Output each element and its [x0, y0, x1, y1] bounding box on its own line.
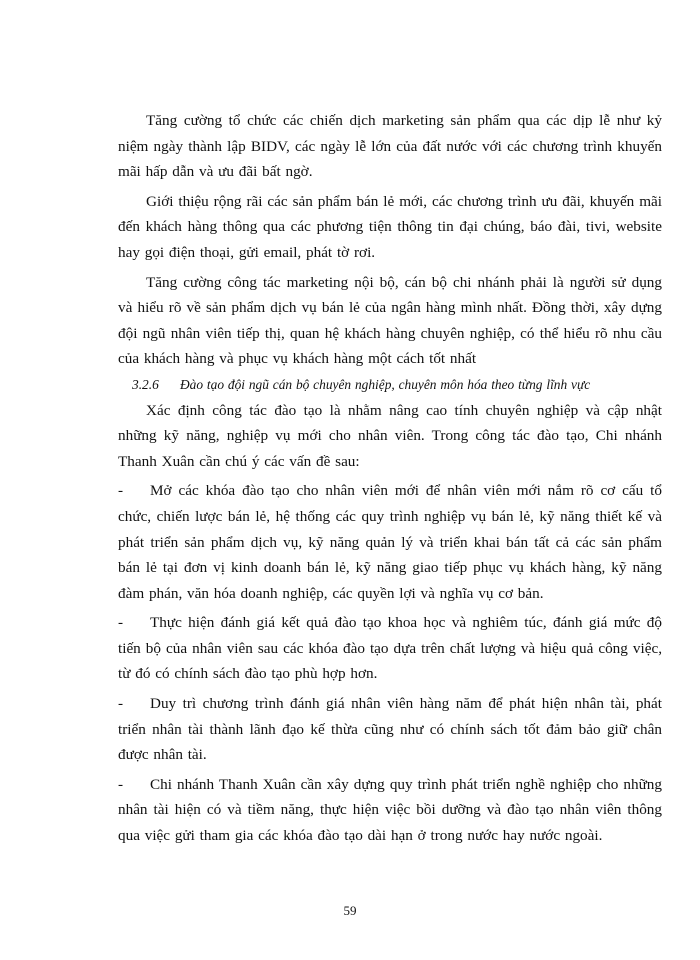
bullet-marker: -: [118, 695, 124, 713]
bullet-item: [118, 478, 662, 606]
paragraph-training-intro: Xác định công tác đào tạo là nhằm nâng cao tính chuyên nghiệp và cập nhật những kỹ năng, nghiệp vụ mới cho nhân viên. Trong công tác đào tạo, Chi nhánh Thanh Xuân cần chú ý các vấn đề sau:: [118, 401, 662, 470]
section-heading: [118, 372, 662, 398]
bullet-text: Chi nhánh Thanh Xuân cần xây dựng quy trình phát triển nghề nghiệp cho những nhân tài hiện có và tiềm năng, thực hiện việc bồi dưỡng và đào tạo nhân viên thông qua việc gửi tham gia các khóa đào tạo dài hạn ở trong nước hay nước ngoài.: [118, 775, 662, 845]
bullet-marker: -: [118, 482, 124, 500]
bullet-item: [118, 610, 662, 687]
bullet-text: Thực hiện đánh giá kết quả đào tạo khoa học và nghiêm túc, đánh giá mức độ tiến bộ của nhân viên sau các khóa đào tạo dựa trên chất lượng và hiệu quả công việc, từ đó có chính sách đào tạo phù hợp hơn.: [118, 614, 662, 683]
bullet-marker: -: [118, 775, 124, 793]
document-body: [118, 108, 662, 849]
section-title: Đào tạo đội ngũ cán bộ chuyên nghiệp, chuyên môn hóa theo từng lĩnh vực: [180, 376, 591, 392]
bullet-text: Mở các khóa đào tạo cho nhân viên mới để nhân viên mới nắm rõ cơ cấu tổ chức, chiến lược bán lẻ, hệ thống các quy trình nghiệp vụ bán lẻ, kỹ năng thiết kế và phát triển sản phẩm dịch vụ, kỹ năng quản lý và triển khai bán tất cả các sản phẩm bán lẻ tại đơn vị kinh doanh bán lẻ, kỹ năng giao tiếp phục vụ khách hàng, kỹ năng đàm phán, văn hóa doanh nghiệp, các quyền lợi và nghĩa vụ cơ bản.: [118, 482, 662, 602]
paragraph-internal-marketing: Tăng cường công tác marketing nội bộ, cán bộ chi nhánh phải là người sử dụng và hiểu rõ về sản phẩm dịch vụ bán lẻ của ngân hàng mình nhất. Đồng thời, xây dựng đội ngũ nhân viên tiếp thị, quan hệ khách hàng chuyên nghiệp, có thể hiểu rõ nhu cầu của khách hàng và phục vụ khách hàng một cách tốt nhất: [118, 273, 662, 368]
paragraph-product-introduction: Giới thiệu rộng rãi các sản phẩm bán lẻ mới, các chương trình ưu đãi, khuyến mãi đến khách hàng thông qua các phương tiện thông tin đại chúng, báo đài, tivi, website hay gọi điện thoại, gửi email, phát tờ rơi.: [118, 192, 662, 261]
bullet-item: [118, 691, 662, 768]
section-number: 3.2.6: [132, 376, 159, 392]
bullet-marker: -: [118, 614, 124, 632]
page-number: 59: [343, 903, 357, 918]
bullet-text: Duy trì chương trình đánh giá nhân viên hàng năm để phát hiện nhân tài, phát triển nhân tài thành lãnh đạo kế thừa cũng như có chính sách tốt đảm bảo giữ chân được nhân tài.: [118, 695, 662, 764]
paragraph-marketing-campaigns: Tăng cường tổ chức các chiến dịch marketing sản phẩm qua các dịp lễ như kỷ niệm ngày thành lập BIDV, các ngày lễ lớn của đất nước với các chương trình khuyến mãi hấp dẫn và ưu đãi bất ngờ.: [118, 112, 662, 181]
bullet-item: [118, 772, 662, 849]
